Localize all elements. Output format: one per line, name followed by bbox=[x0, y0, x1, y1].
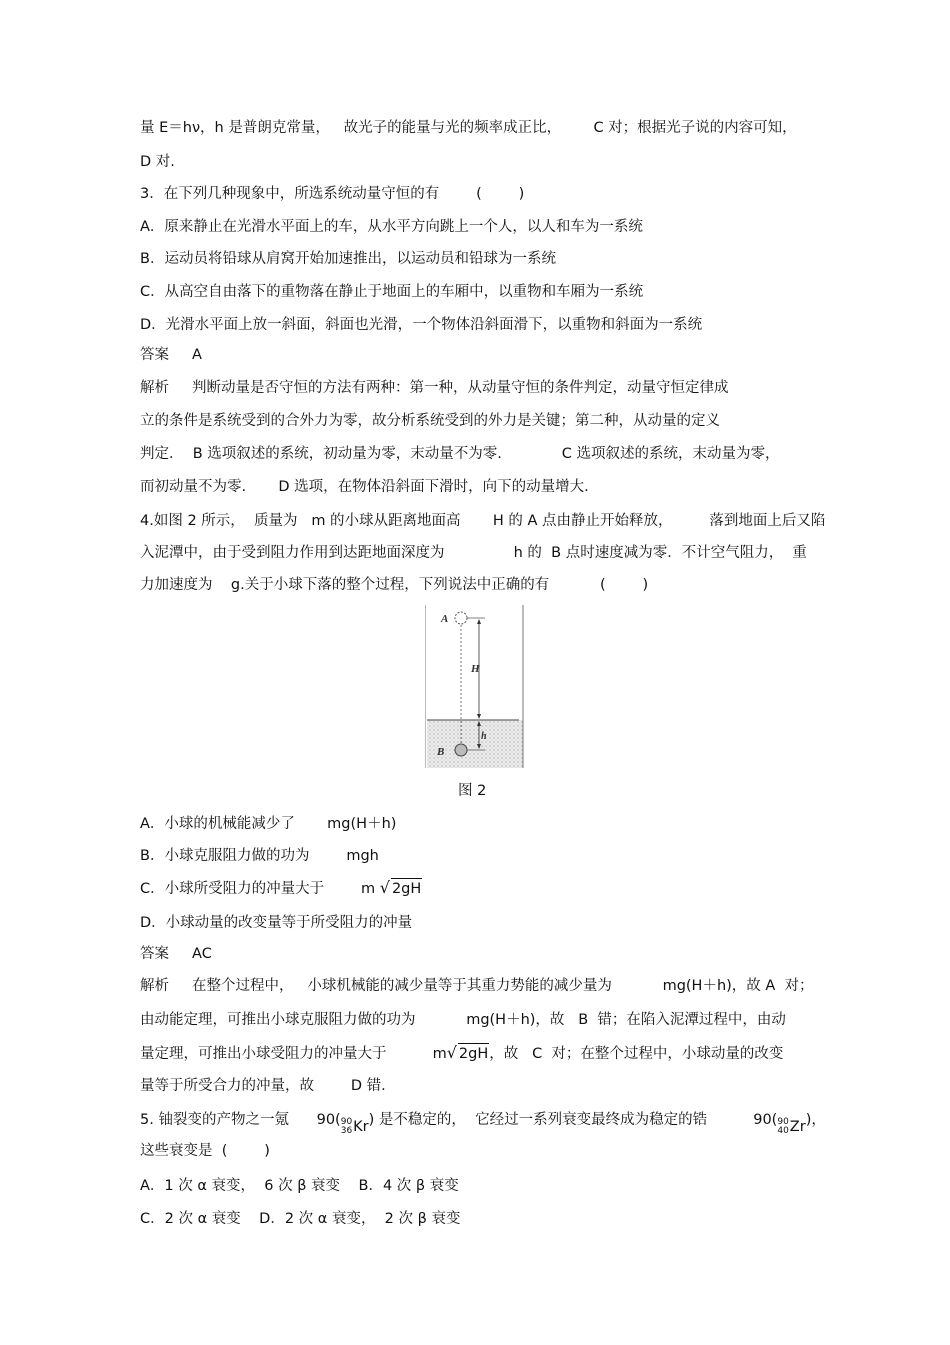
nuclide-zr bbox=[777, 1117, 805, 1137]
ball-at-a bbox=[455, 612, 467, 624]
explanation-line: 而初动量不为零. D 选项，在物体沿斜面下滑时，向下的动量增大. bbox=[140, 479, 589, 495]
option-b: B．小球克服阻力做的功为 mgh bbox=[140, 848, 379, 864]
explanation-line: 由动能定理，可推出小球克服阻力做的功为 mg(H＋h)，故 B 错；在陷入泥潭过程中，由动 bbox=[140, 1012, 786, 1028]
explanation-line: 判定． B 选项叙述的系统，初动量为零，末动量不为零. C 选项叙述的系统，末动量为零， bbox=[140, 446, 780, 462]
question-5 bbox=[140, 1110, 826, 1137]
label-b: B bbox=[437, 746, 445, 758]
explanation-line: 量等于所受合力的冲量，故 D 错. bbox=[140, 1078, 386, 1094]
ball-at-b bbox=[455, 744, 467, 756]
label-h-big: H bbox=[471, 663, 480, 675]
sqrt-argument: 2gH bbox=[391, 878, 422, 899]
option-b: B．运动员将铅球从肩窝开始加速推出，以运动员和铅球为一系统 bbox=[140, 251, 556, 267]
answer: 答案 A bbox=[140, 347, 202, 363]
text-line: 量 E＝hν，h 是普朗克常量， 故光子的能量与光的频率成正比， C 对；根据光子说的内容可知， bbox=[140, 120, 797, 136]
answer: 答案 AC bbox=[140, 946, 212, 962]
question-4-line: 入泥潭中，由于受到阻力作用到达距地面深度为 h 的 B 点时速度减为零．不计空气阻力， 重 bbox=[140, 545, 807, 561]
option-c bbox=[140, 878, 422, 899]
option-d: D．小球动量的改变量等于所受阻力的冲量 bbox=[140, 915, 413, 931]
question-4: 4.如图 2 所示， 质量为 m 的小球从距离地面高 H 的 A 点由静止开始释放， 落到地面上后又陷 bbox=[140, 513, 826, 529]
arrow-head bbox=[477, 714, 481, 719]
label-h-small: h bbox=[481, 731, 487, 742]
explanation-text: ，故 C 对；在整个过程中，小球动量的改变 bbox=[489, 1046, 784, 1062]
option-c-text: C．小球所受阻力的冲量大于 m bbox=[140, 881, 380, 897]
explanation-line: 解析 在整个过程中， 小球机械能的减少量等于其重力势能的减少量为 mg(H＋h)，故 A 对； bbox=[140, 978, 814, 994]
nuclide-kr bbox=[341, 1117, 369, 1137]
label-a: A bbox=[441, 613, 449, 625]
options-cd: C．2 次 α 衰变 D．2 次 α 衰变， 2 次 β 衰变 bbox=[140, 1211, 461, 1227]
option-a: A．原来静止在光滑水平面上的车，从水平方向跳上一个人，以人和车为一系统 bbox=[140, 219, 643, 235]
arrow-head bbox=[477, 619, 481, 624]
explanation-text: 量定理，可推出小球受阻力的冲量大于 m bbox=[140, 1046, 447, 1062]
question-4-line: 力加速度为 g.关于小球下落的整个过程，下列说法中正确的有 ( ) bbox=[140, 577, 649, 593]
options-ab: A．1 次 α 衰变， 6 次 β 衰变 B．4 次 β 衰变 bbox=[140, 1178, 459, 1194]
atomic-number: 36 bbox=[340, 1126, 353, 1136]
figure-caption: 图 2 bbox=[458, 783, 487, 799]
element-symbol: Kr bbox=[353, 1119, 369, 1135]
question-5-line: 这些衰变是 ( ) bbox=[140, 1143, 270, 1159]
option-c: C．从高空自由落下的重物落在静止于地面上的车厢中，以重物和车厢为一系统 bbox=[140, 284, 644, 300]
explanation-line: 解析 判断动量是否守恒的方法有两种：第一种，从动量守恒的条件判定，动量守恒定律成 bbox=[140, 380, 729, 396]
explanation-line: 立的条件是系统受到的合外力为零，故分析系统受到的外力是关键；第二种，从动量的定义 bbox=[140, 413, 720, 429]
sqrt-argument: 2gH bbox=[458, 1043, 489, 1064]
question-3: 3．在下列几种现象中，所选系统动量守恒的有 ( ) bbox=[140, 186, 525, 202]
option-d: D．光滑水平面上放一斜面，斜面也光滑，一个物体沿斜面滑下，以重物和斜面为一系统 bbox=[140, 317, 703, 333]
sqrt-symbol: √ bbox=[379, 878, 390, 897]
mud-region bbox=[427, 720, 523, 768]
mass-number: 90 bbox=[340, 1117, 353, 1127]
sqrt-symbol: √ bbox=[446, 1043, 457, 1062]
option-a: A．小球的机械能减少了 mg(H＋h) bbox=[140, 816, 397, 832]
question-5-text: )， bbox=[805, 1112, 826, 1128]
question-5-text: ) 是不稳定的， 它经过一系列衰变最终成为稳定的锆 90( bbox=[368, 1112, 778, 1128]
element-symbol: Zr bbox=[789, 1119, 806, 1135]
atomic-number: 40 bbox=[777, 1126, 789, 1136]
figure-2 bbox=[425, 605, 525, 770]
question-5-text: 5. 铀裂变的产物之一氪 90( bbox=[140, 1112, 341, 1128]
explanation-line bbox=[140, 1043, 783, 1064]
text-line: D 对. bbox=[140, 154, 175, 170]
mass-number: 90 bbox=[777, 1117, 789, 1127]
